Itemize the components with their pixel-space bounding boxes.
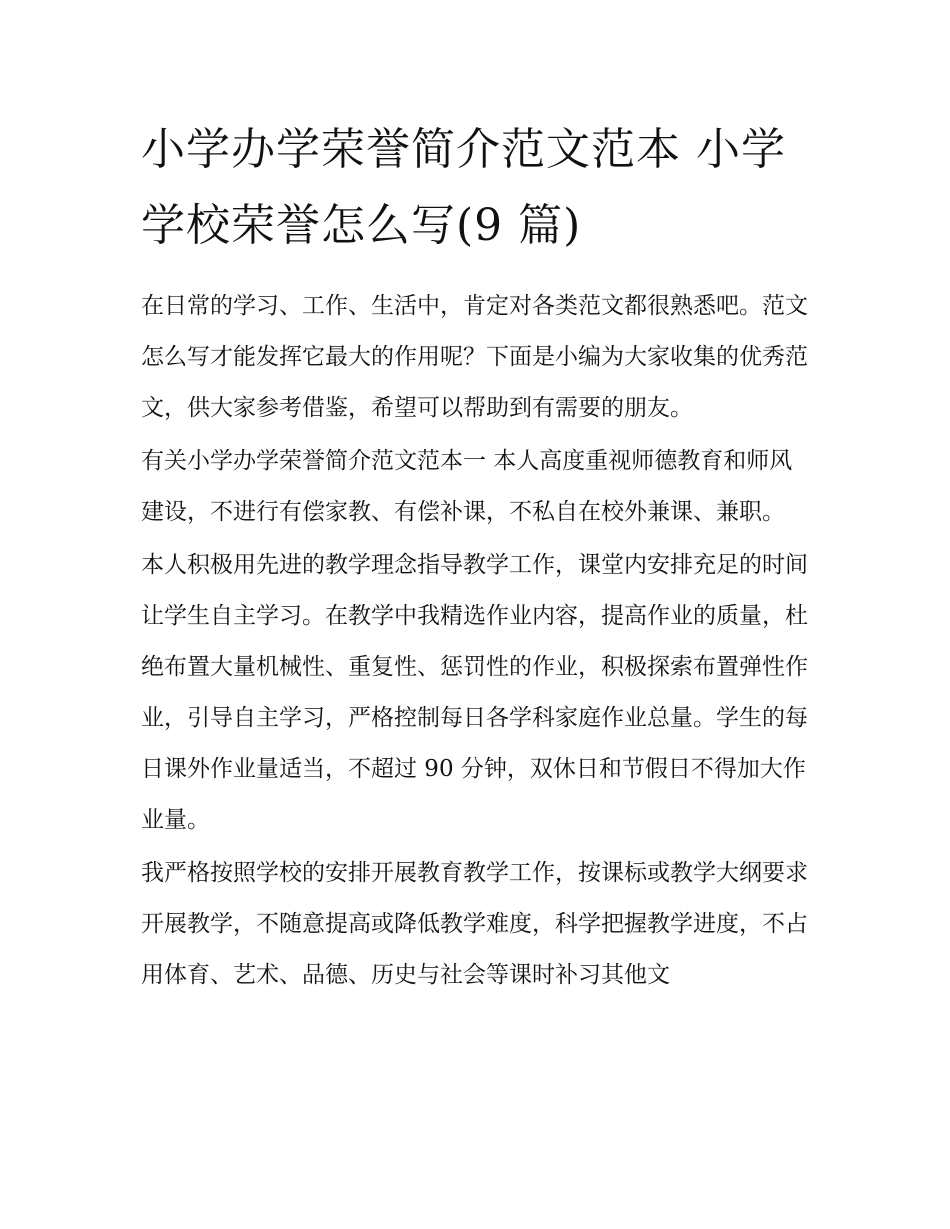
- teaching-paragraph: 本人积极用先进的教学理念指导教学工作，课堂内安排充足的时间让学生自主学习。在教学中我精选作业内容，提高作业的质量，杜绝布置大量机械性、重复性、惩罚性的作业，积极探索布置弹性作业，引导自主学习，严格控制每日各学科家庭作业总量。学生的每日课外作业量适当，不超过 90 分钟，双休日和节假日不得加大作业量。: [141, 552, 808, 833]
- sample-one-paragraph: 有关小学办学荣誉简介范文范本一 本人高度重视师德教育和师风建设，不进行有偿家教、有偿补课，不私自在校外兼课、兼职。: [141, 448, 793, 525]
- document-body: [141, 281, 813, 1003]
- intro-paragraph: 在日常的学习、工作、生活中，肯定对各类范文都很熟悉吧。范文怎么写才能发挥它最大的作用呢？下面是小编为大家收集的优秀范文，供大家参考借鉴，希望可以帮助到有需要的朋友。: [141, 293, 808, 421]
- schedule-paragraph: 我严格按照学校的安排开展教育教学工作，按课标或教学大纲要求开展教学，不随意提高或降低教学难度，科学把握教学进度，不占用体育、艺术、品德、历史与社会等课时补习其他文: [141, 860, 808, 988]
- document-title: 小学办学荣誉简介范文范本 小学学校荣誉怎么写(9 篇): [141, 124, 786, 251]
